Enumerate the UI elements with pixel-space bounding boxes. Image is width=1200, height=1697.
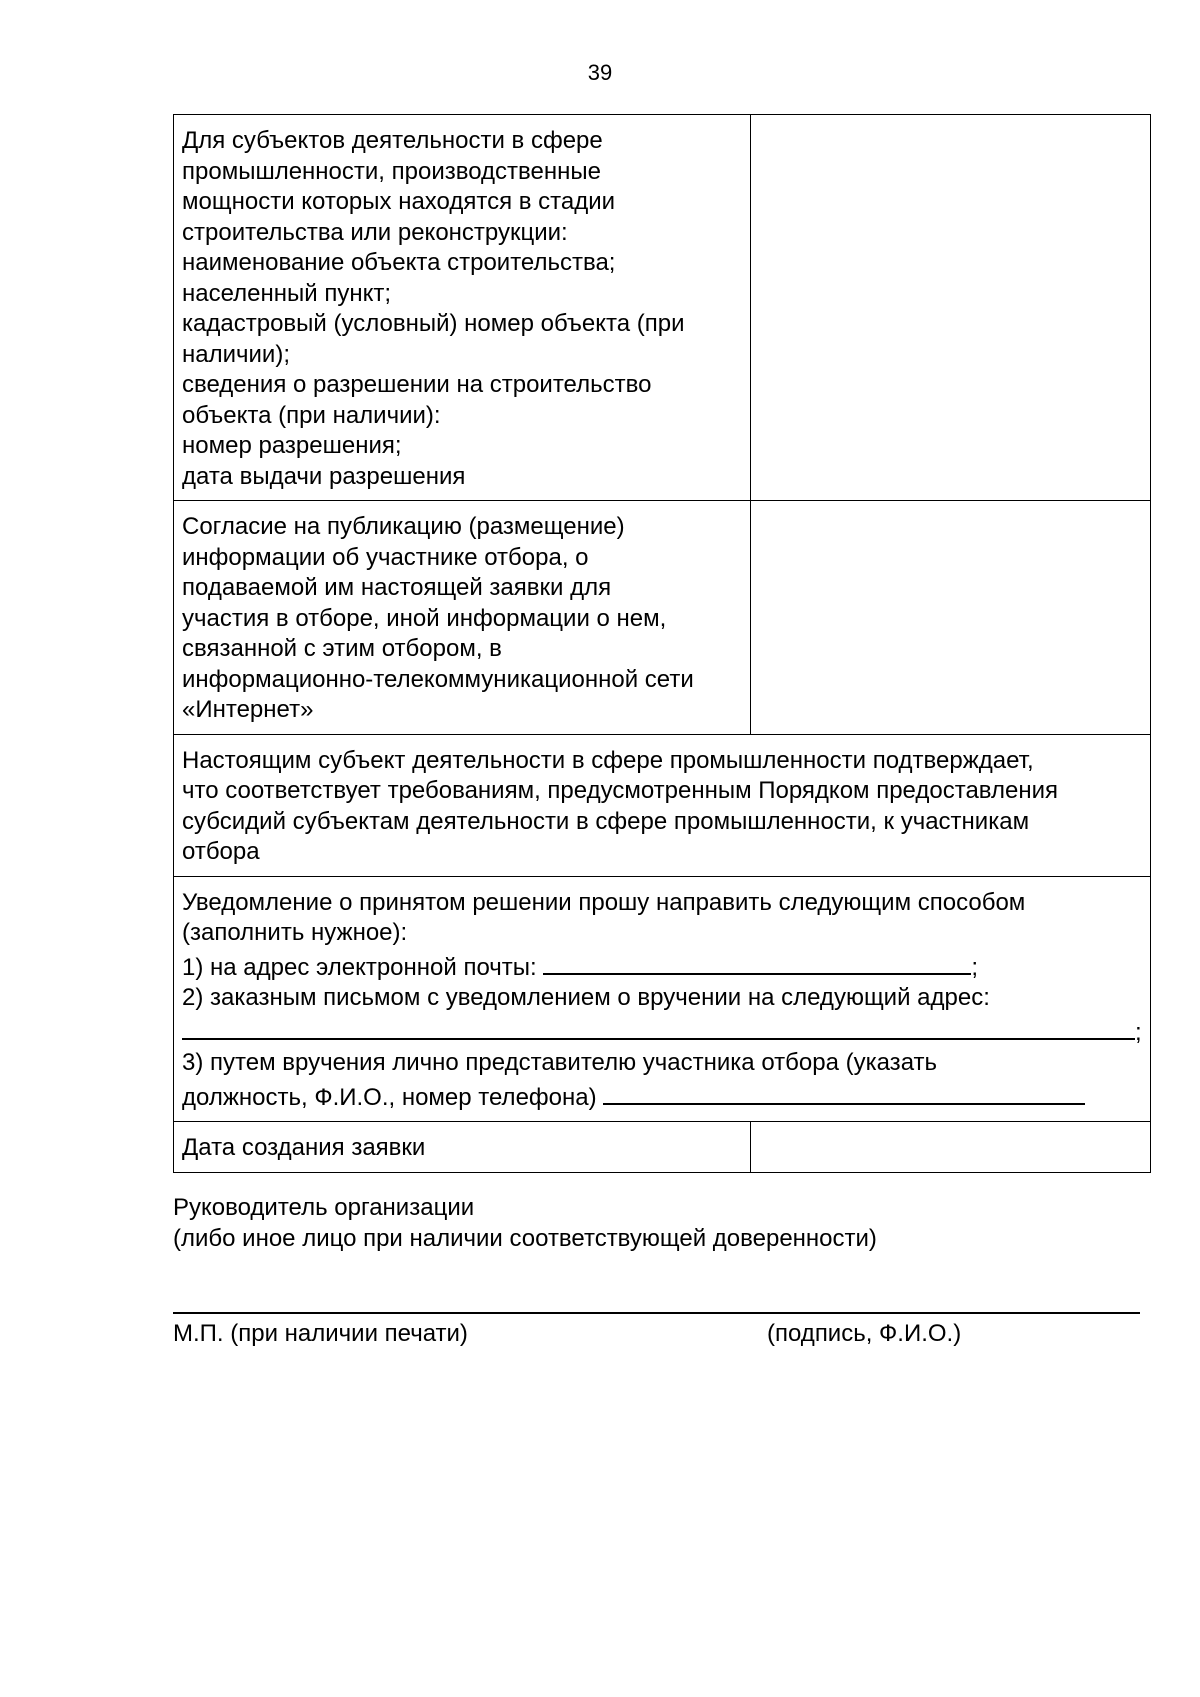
facility-line: сведения о разрешении на строительство <box>182 371 652 398</box>
facility-line: мощности которых находятся в стадии <box>182 188 616 215</box>
consent-line: участия в отборе, иной информации о нем, <box>182 604 667 632</box>
facility-line: объекта (при наличии): <box>182 401 441 429</box>
consent-line: подаваемой им настоящей заявки для <box>182 574 612 601</box>
signatory-note: (либо иное лицо при наличии соответствующей доверенности) <box>173 1225 877 1252</box>
consent-value-cell[interactable] <box>751 501 1151 735</box>
consent-line: информационно-телекоммуникационной сети <box>182 665 694 693</box>
confirmation-row <box>174 734 1151 876</box>
consent-row <box>174 501 1151 735</box>
consent-line: Согласие на публикацию (размещение) <box>182 513 625 540</box>
mail-option-label: 2) заказным письмом с уведомлением о вручении на следующий адрес: <box>182 984 990 1011</box>
signatory-block <box>173 1192 1153 1254</box>
confirmation-text <box>174 734 1151 876</box>
facility-line: Для субъектов деятельности в сфере <box>182 127 603 154</box>
facility-line: населенный пункт; <box>182 279 392 307</box>
mail-address-blank-field[interactable] <box>182 1014 1135 1040</box>
facility-line: кадастровый (условный) номер объекта (при <box>182 310 685 337</box>
confirmation-line: субсидий субъектам деятельности в сфере промышленности, к участникам <box>182 807 1030 835</box>
confirmation-line: что соответствует требованиям, предусмотренным Порядком предоставления <box>182 777 1058 804</box>
mail-option-end: ; <box>1135 1018 1142 1046</box>
email-option <box>182 949 1144 984</box>
facility-value-cell[interactable] <box>751 115 1151 501</box>
personal-delivery-label: должность, Ф.И.О., номер телефона) <box>182 1083 597 1111</box>
mail-address-line <box>182 1014 1144 1049</box>
facility-row <box>174 115 1151 501</box>
consent-line: связанной с этим отбором, в <box>182 635 502 662</box>
page-number: 39 <box>587 60 613 85</box>
notification-cell <box>174 876 1151 1122</box>
facility-label <box>174 115 751 501</box>
facility-line: номер разрешения; <box>182 432 402 459</box>
signatory-title: Руководитель организации <box>173 1194 475 1221</box>
facility-line: промышленности, производственные <box>182 157 601 185</box>
facility-line: строительства или реконструкции: <box>182 218 568 246</box>
creation-date-row <box>174 1122 1151 1173</box>
personal-delivery-details <box>182 1079 1144 1114</box>
consent-line: информации об участнике отбора, о <box>182 543 589 571</box>
facility-line: наименование объекта строительства; <box>182 249 616 276</box>
facility-line: наличии); <box>182 340 290 368</box>
application-form-table <box>173 114 1151 1173</box>
confirmation-line: отбора <box>182 838 260 865</box>
notification-row <box>174 876 1151 1122</box>
representative-blank-field[interactable] <box>603 1079 1085 1105</box>
signature-line[interactable] <box>173 1312 1140 1314</box>
personal-delivery-option: 3) путем вручения лично представителю участника отбора (указать <box>182 1049 938 1076</box>
email-option-label: 1) на адрес электронной почты: <box>182 953 537 981</box>
notification-intro-note: (заполнить нужное): <box>182 919 408 946</box>
notification-intro: Уведомление о принятом решении прошу направить следующим способом <box>182 888 1026 916</box>
facility-line: дата выдачи разрешения <box>182 462 466 490</box>
confirmation-line: Настоящим субъект деятельности в сфере промышленности подтверждает, <box>182 746 1034 774</box>
email-option-end: ; <box>971 953 979 981</box>
stamp-label: М.П. (при наличии печати) <box>173 1320 468 1347</box>
email-blank-field[interactable] <box>543 949 971 975</box>
consent-line: «Интернет» <box>182 696 314 723</box>
creation-date-label: Дата создания заявки <box>174 1122 751 1173</box>
creation-date-value-cell[interactable] <box>751 1122 1151 1173</box>
signature-caption: (подпись, Ф.И.О.) <box>767 1320 962 1347</box>
consent-label <box>174 501 751 735</box>
